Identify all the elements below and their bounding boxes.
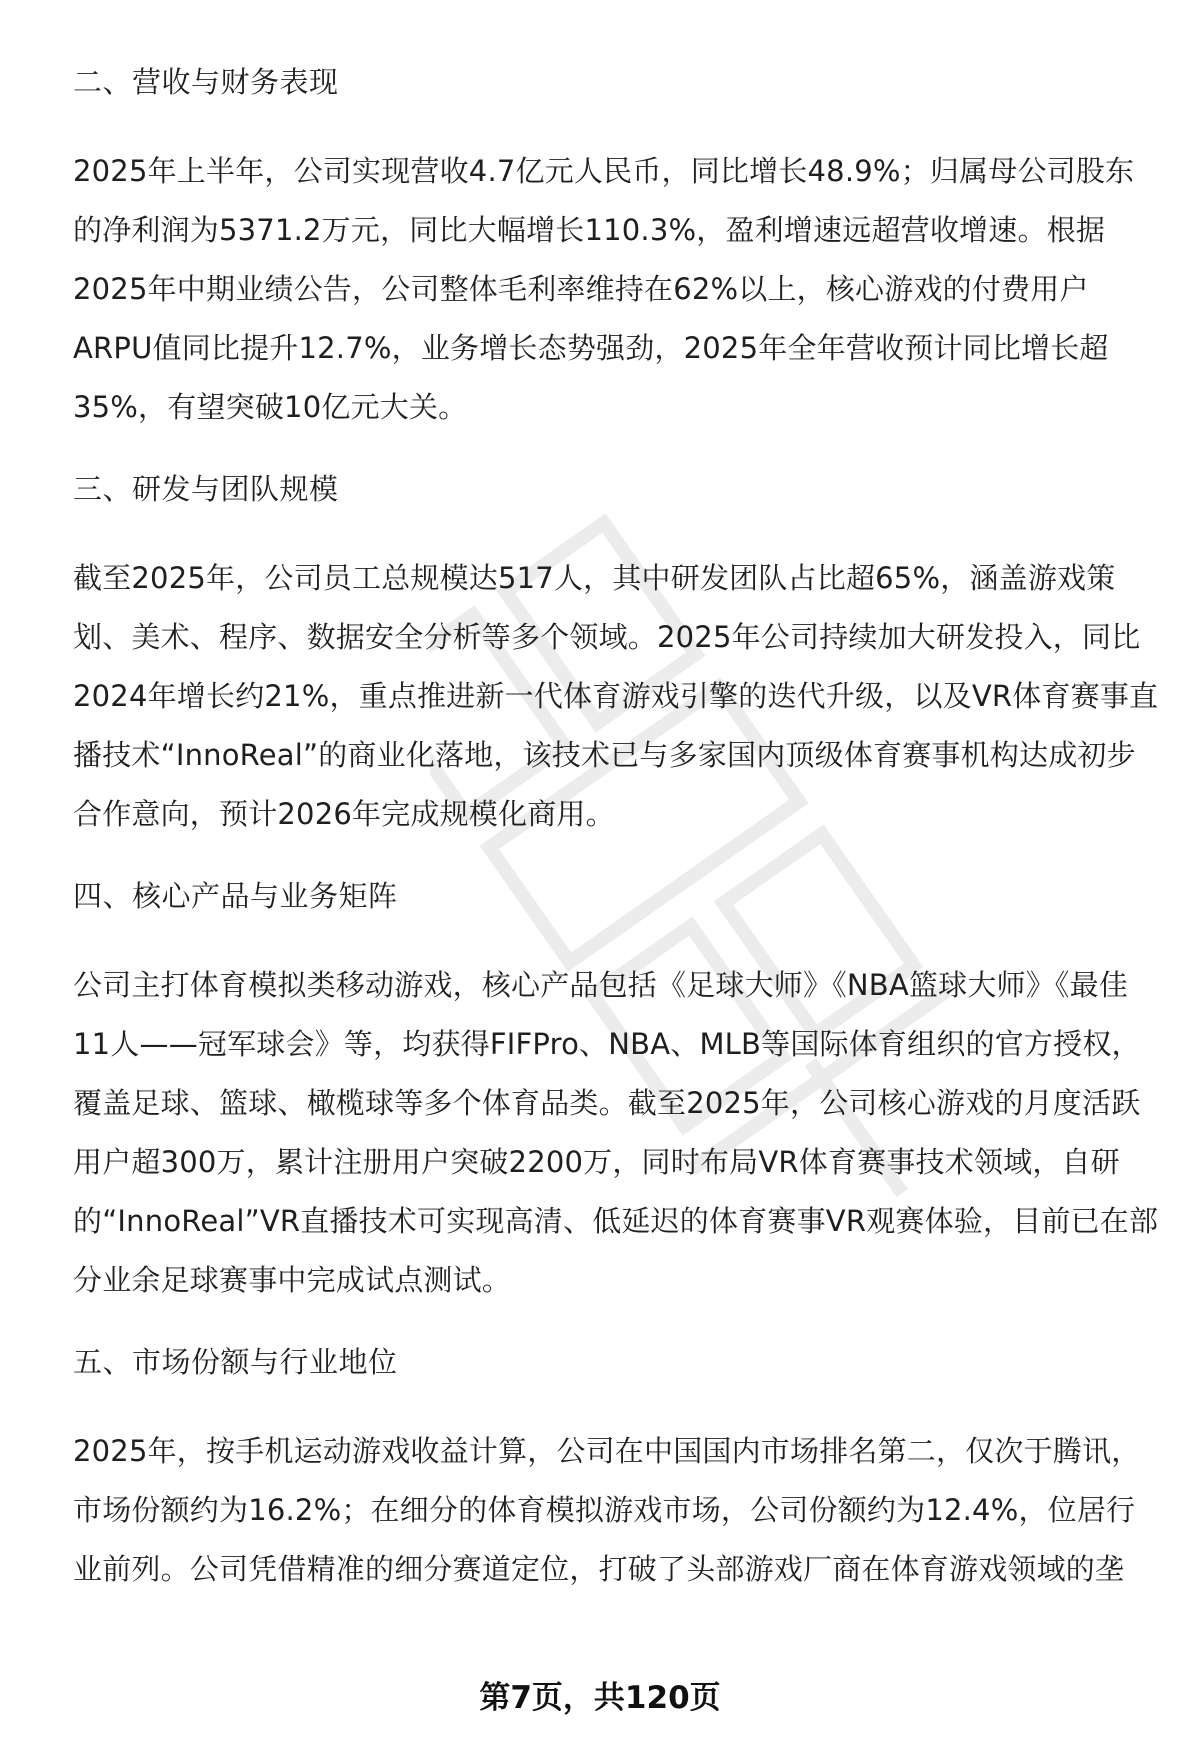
document-body <box>73 62 1163 1631</box>
section-title-products: 四、核心产品与业务矩阵 <box>73 879 398 913</box>
section-body-products: 公司主打体育模拟类移动游戏，核心产品包括《足球大师》《NBA篮球大师》《最佳11人——冠军球会》等，均获得FIFPro、NBA、MLB等国际体育组织的官方授权，覆盖足球、篮球、橄榄球等多个体育品类。截至2025年，公司核心游戏的月度活跃用户超300万，累计注册用户突破2200万，同时布局VR体育赛事技术领域，自研的“InnoReal”VR直播技术可实现高清、低延迟的体育赛事VR观赛体验，目前已在部分业余足球赛事中完成试点测试。 <box>73 968 1159 1297</box>
page-number: 第7页，共120页 <box>479 1680 721 1716</box>
section-title-revenue: 二、营收与财务表现 <box>73 65 339 99</box>
section-body-market: 2025年，按手机运动游戏收益计算，公司在中国国内市场排名第二，仅次于腾讯，市场份额约为16.2%；在细分的体育模拟游戏市场，公司份额约为12.4%，位居行业前列。公司凭借精准的细分赛道定位，打破了头部游戏厂商在体育游戏领域的垄 <box>73 1434 1141 1586</box>
section-body-revenue: 2025年上半年，公司实现营收4.7亿元人民币，同比增长48.9%；归属母公司股东的净利润为5371.2万元，同比大幅增长110.3%，盈利增速远超营收增速。根据2025年中期业绩公告，公司整体毛利率维持在62%以上，核心游戏的付费用户ARPU值同比提升12.7%，业务增长态势强劲，2025年全年营收预计同比增长超35%，有望突破10亿元大关。 <box>73 154 1135 424</box>
section-title-market: 五、市场份额与行业地位 <box>73 1345 398 1379</box>
section-title-rnd: 三、研发与团队规模 <box>73 472 339 506</box>
section-body-rnd: 截至2025年，公司员工总规模达517人，其中研发团队占比超65%，涵盖游戏策划、美术、程序、数据安全分析等多个领域。2025年公司持续加大研发投入，同比2024年增长约21%，重点推进新一代体育游戏引擎的迭代升级，以及VR体育赛事直播技术“InnoReal”的商业化落地，该技术已与多家国内顶级体育赛事机构达成初步合作意向，预计2026年完成规模化商用。 <box>73 561 1159 831</box>
